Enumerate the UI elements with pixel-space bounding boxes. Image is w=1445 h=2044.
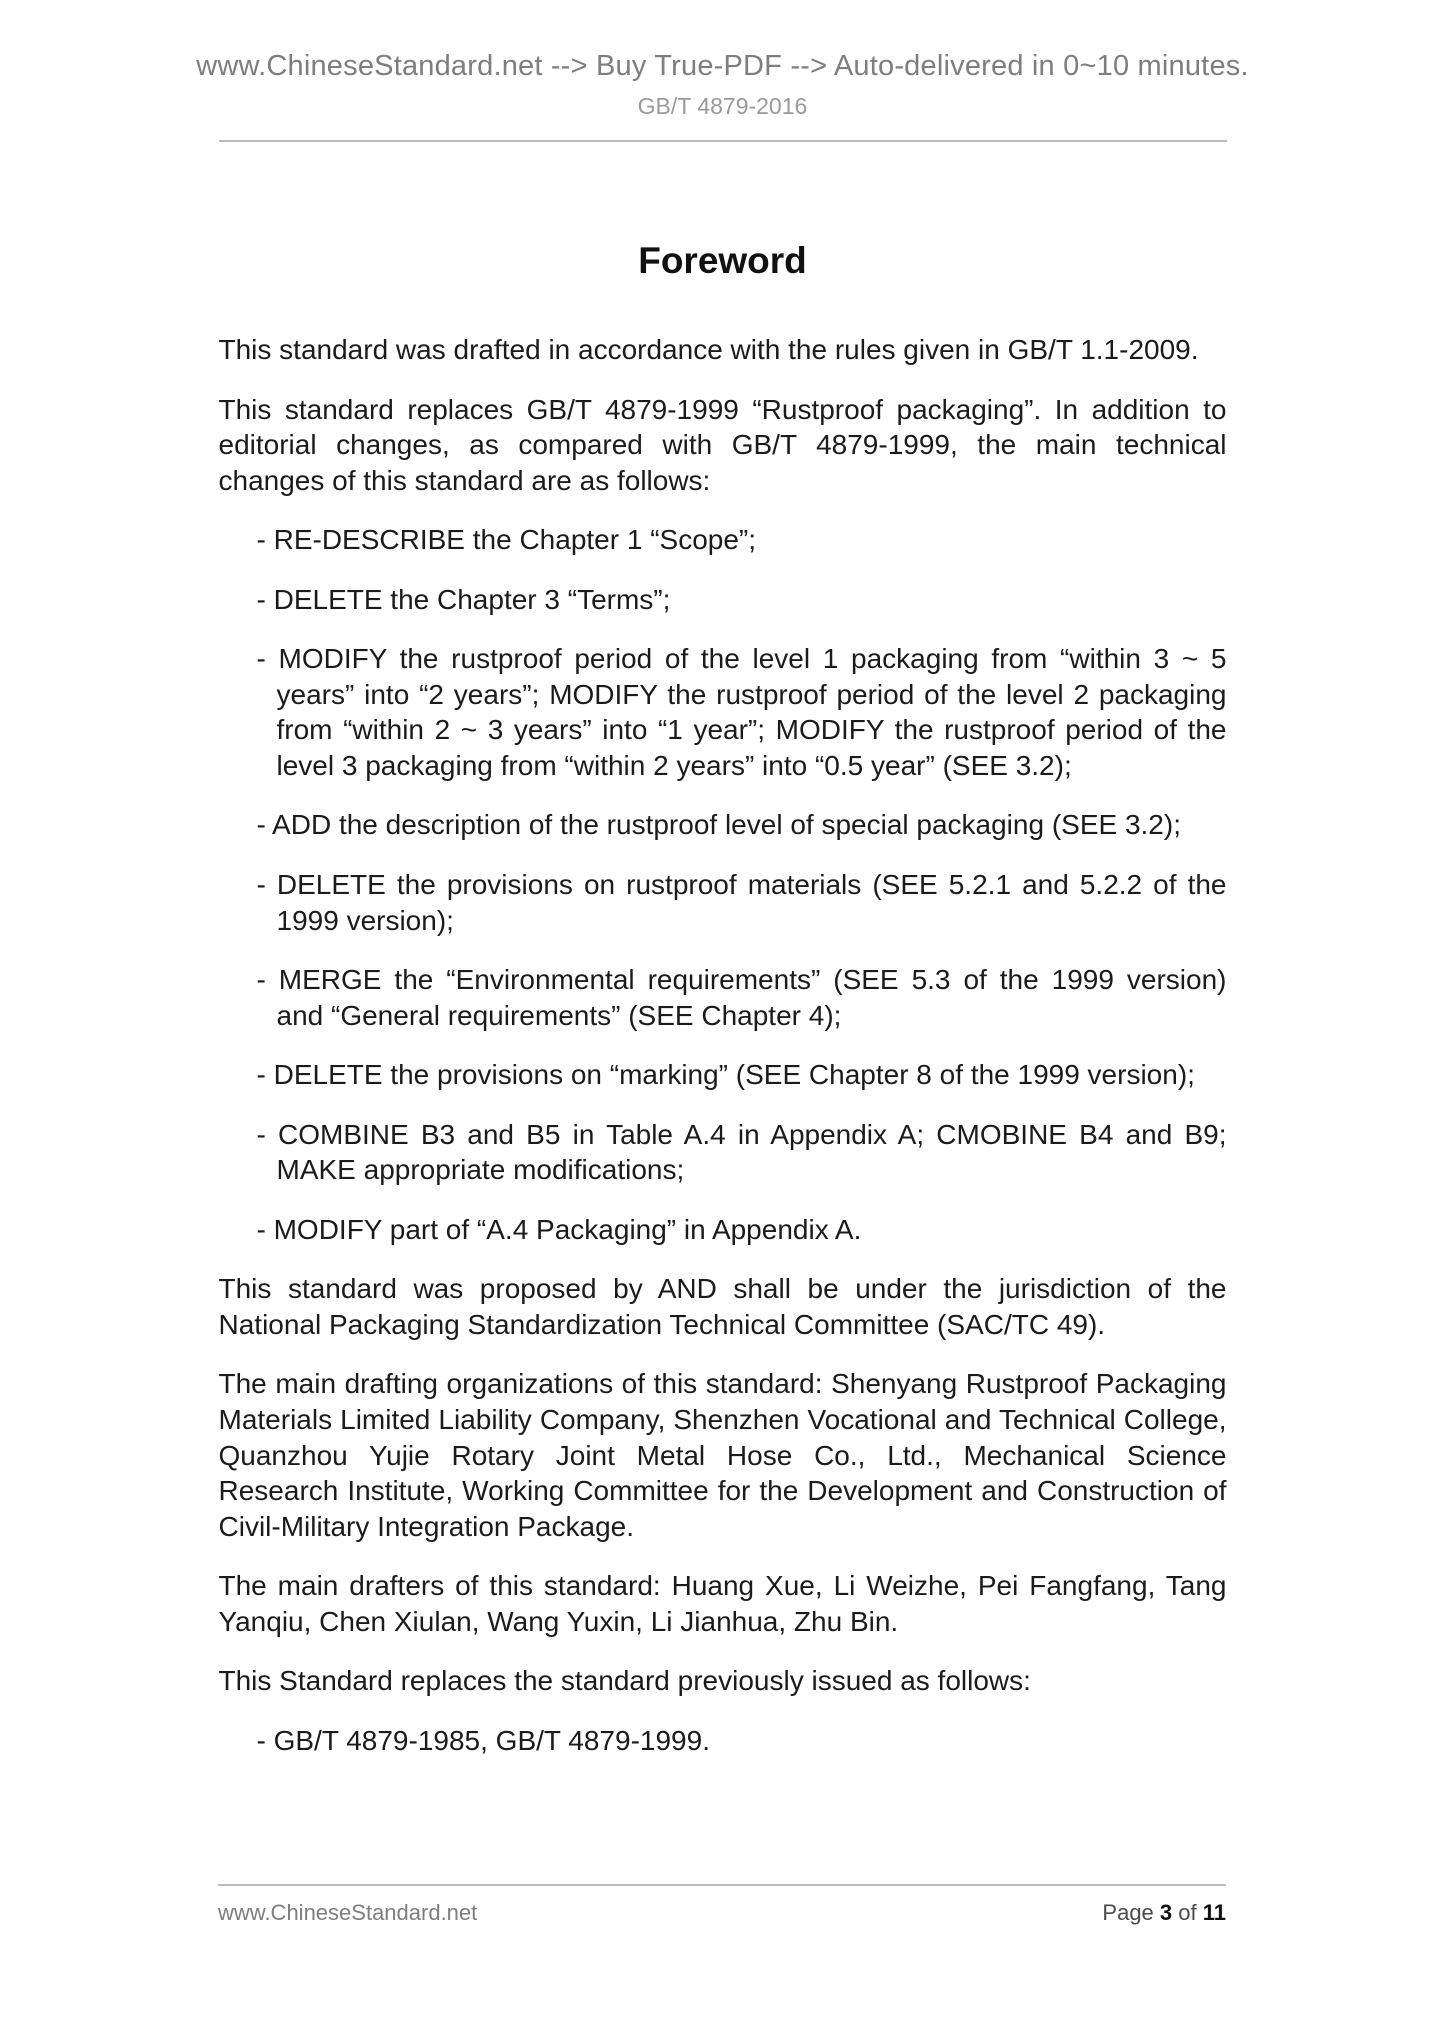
paragraph: This standard was drafted in accordance with the rules given in GB/T 1.1-2009. — [218, 334, 1199, 365]
paragraph: This standard was proposed by AND shall be under the jurisdiction of the National Packaging Standardization Technical Committee (SAC/TC 49). — [218, 1273, 1227, 1340]
header-site-line: www.ChineseStandard.net --> Buy True-PDF --> Auto-delivered in 0~10 minutes. — [196, 50, 1249, 82]
footer-page-total: 11 — [1202, 1900, 1226, 1925]
list-item: - RE-DESCRIBE the Chapter 1 “Scope”; — [256, 524, 757, 556]
list-item: - DELETE the provisions on rustproof materials (SEE 5.2.1 and 5.2.2 of the 1999 version); — [256, 869, 1227, 936]
paragraph: This standard replaces GB/T 4879-1999 “Rustproof packaging”. In addition to editorial changes, as compared with GB/T 4879-1999, the main technical changes of this standard are as follows: — [218, 393, 1227, 496]
footer-page-prefix: Page — [1102, 1900, 1160, 1925]
list-item: - MODIFY the rustproof period of the level 1 packaging from “within 3 ~ 5 years” into “2 years”; MODIFY the rustproof period of the level 2 packaging from “within 2 ~ 3 years” into “1 year”; MODIFY the rustproof period of the level 3 packaging from “within 2 years” into “0.5 year” (SEE 3.2); — [256, 643, 1227, 781]
paragraph: This Standard replaces the standard previously issued as follows: — [218, 1665, 1031, 1697]
footer-site: www.ChineseStandard.net — [218, 1900, 478, 1925]
header-divider — [219, 140, 1227, 142]
list-item: - DELETE the Chapter 3 “Terms”; — [256, 583, 671, 615]
paragraph: The main drafters of this standard: Huang Xue, Li Weizhe, Pei Fangfang, Tang Yanqiu, Chen Xiulan, Wang Yuxin, Li Jianhua, Zhu Bin. — [218, 1570, 1227, 1637]
list-item: - ADD the description of the rustproof level of special packaging (SEE 3.2); — [256, 809, 1181, 841]
list-item: - DELETE the provisions on “marking” (SEE Chapter 8 of the 1999 version); — [256, 1059, 1195, 1091]
footer-page-indicator — [1102, 1900, 1226, 1926]
list-item: - GB/T 4879-1985, GB/T 4879-1999. — [256, 1724, 710, 1756]
list-item: - MODIFY part of “A.4 Packaging” in Appendix A. — [256, 1213, 862, 1245]
list-item: - MERGE the “Environmental requirements” (SEE 5.3 of the 1999 version) and “General requirements” (SEE Chapter 4); — [256, 964, 1227, 1031]
page-footer — [218, 1884, 1226, 1926]
document-title: Foreword — [638, 240, 807, 281]
page-header — [0, 0, 1445, 142]
header-standard-number: GB/T 4879-2016 — [637, 93, 808, 119]
paragraph: The main drafting organizations of this standard: Shenyang Rustproof Packaging Materials Limited Liability Company, Shenzhen Vocational and Technical College, Quanzhou Yujie Rotary Joint Metal Hose Co., Ltd., Mechanical Science Research Institute, Working Committee for the Development and Construction of Civil-Military Integration Package. — [218, 1368, 1227, 1542]
footer-divider — [218, 1884, 1226, 1886]
footer-of-text: of — [1172, 1900, 1203, 1925]
footer-page-number: 3 — [1159, 1900, 1173, 1925]
list-item: - COMBINE B3 and B5 in Table A.4 in Appendix A; CMOBINE B4 and B9; MAKE appropriate modifications; — [256, 1118, 1227, 1186]
document-content — [219, 240, 1227, 1758]
